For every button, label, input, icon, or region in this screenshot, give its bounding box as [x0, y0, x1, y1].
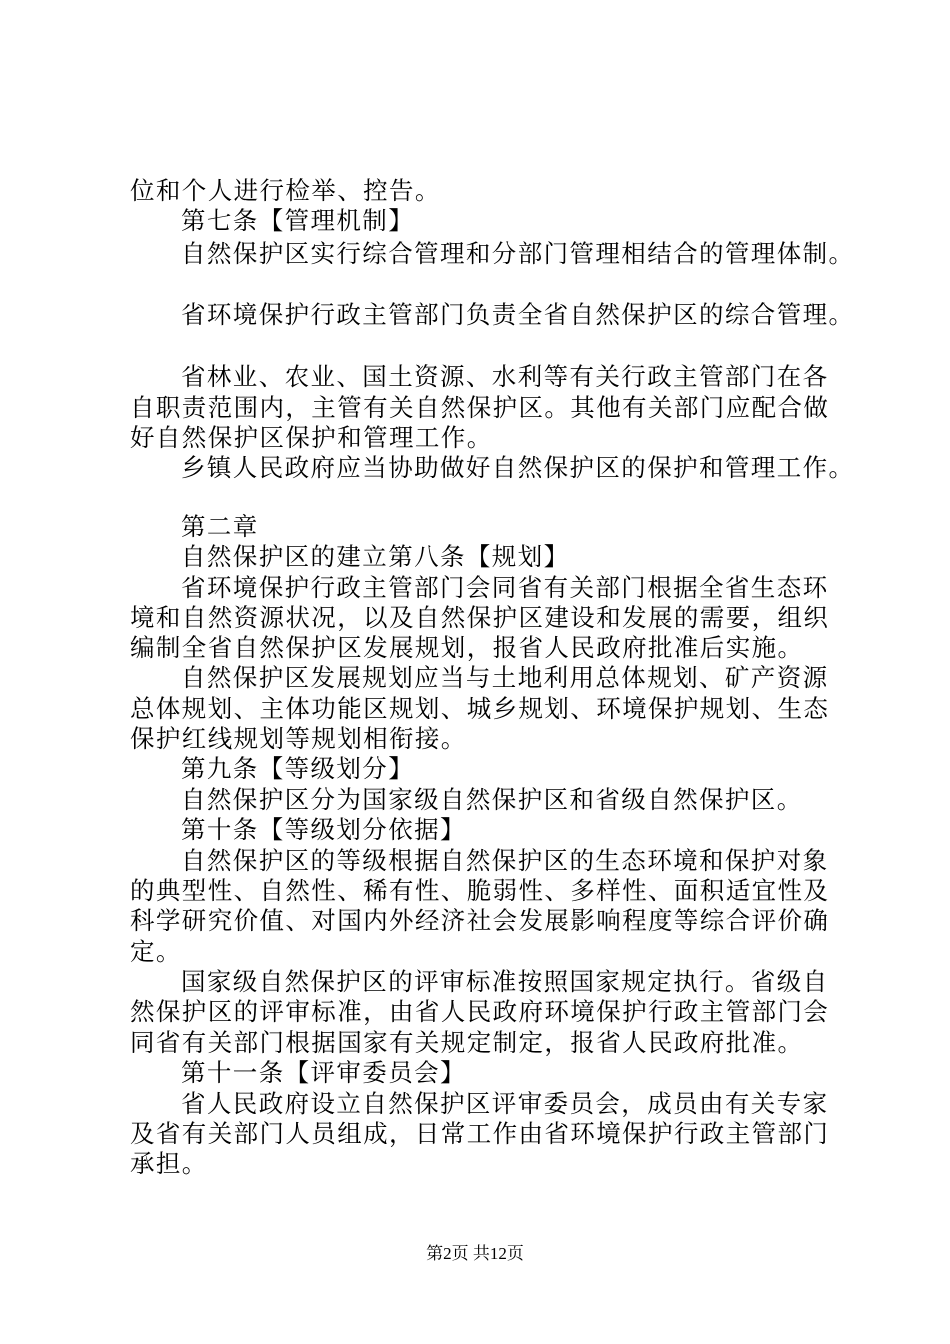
article-heading: 第十一条【评审委员会】 — [181, 1058, 466, 1087]
article-heading: 第十条【等级划分依据】 — [181, 815, 466, 844]
page-number-footer: 第2页 共12页 — [426, 1244, 524, 1263]
text-line: 自职责范围内，主管有关自然保护区。其他有关部门应配合做 — [130, 393, 830, 422]
text-line: 位和个人进行检举、控告。 — [130, 176, 441, 205]
text-line: 省林业、农业、国土资源、水利等有关行政主管部门在各 — [181, 362, 829, 391]
article-heading: 第九条【等级划分】 — [181, 754, 415, 783]
chapter-heading: 第二章 — [181, 512, 259, 541]
text-line: 自然保护区实行综合管理和分部门管理相结合的管理体制。 — [181, 239, 855, 268]
text-line: 好自然保护区保护和管理工作。 — [130, 423, 493, 452]
text-line: 国家级自然保护区的评审标准按照国家规定执行。省级自 — [181, 967, 829, 996]
text-line: 科学研究价值、对国内外经济社会发展影响程度等综合评价确 — [130, 906, 830, 935]
text-line: 省人民政府设立自然保护区评审委员会，成员由有关专家 — [181, 1089, 829, 1118]
text-line: 省环境保护行政主管部门负责全省自然保护区的综合管理。 — [181, 300, 855, 329]
text-line: 及省有关部门人员组成，日常工作由省环境保护行政主管部门 — [130, 1119, 830, 1148]
text-line: 总体规划、主体功能区规划、城乡规划、环境保护规划、生态 — [130, 694, 830, 723]
text-line: 保护红线规划等规划相衔接。 — [130, 724, 467, 753]
text-line: 编制全省自然保护区发展规划，报省人民政府批准后实施。 — [130, 633, 804, 662]
text-line: 然保护区的评审标准，由省人民政府环境保护行政主管部门会 — [130, 997, 830, 1026]
text-line: 乡镇人民政府应当协助做好自然保护区的保护和管理工作。 — [181, 453, 855, 482]
text-line: 承担。 — [130, 1149, 208, 1178]
text-line: 境和自然资源状况，以及自然保护区建设和发展的需要，组织 — [130, 603, 830, 632]
text-line: 的典型性、自然性、稀有性、脆弱性、多样性、面积适宜性及 — [130, 876, 830, 905]
text-line: 自然保护区的等级根据自然保护区的生态环境和保护对象 — [181, 846, 829, 875]
text-line: 自然保护区分为国家级自然保护区和省级自然保护区。 — [181, 785, 803, 814]
text-line: 省环境保护行政主管部门会同省有关部门根据全省生态环 — [181, 573, 829, 602]
text-line: 定。 — [130, 937, 182, 966]
text-line: 同省有关部门根据国家有关规定制定，报省人民政府批准。 — [130, 1028, 804, 1057]
article-heading: 自然保护区的建立第八条【规划】 — [181, 542, 570, 571]
article-heading: 第七条【管理机制】 — [181, 206, 415, 235]
text-line: 自然保护区发展规划应当与土地利用总体规划、矿产资源 — [181, 663, 829, 692]
